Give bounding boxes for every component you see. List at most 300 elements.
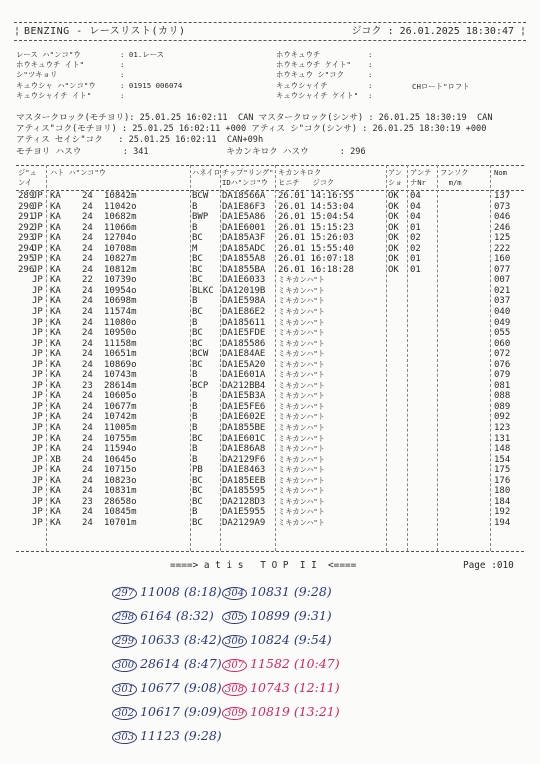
cell-color: BC [192,517,203,528]
cell-nom: 076 [494,359,511,370]
cell-rec: ミキカンハ"ト [278,423,325,433]
circled-number: 303 [112,731,137,744]
header-border-left: ¦ [14,26,21,37]
table-row [16,370,524,381]
cell-chip: DA1E5FE6 [222,401,266,412]
cell-reg: KA [50,338,61,349]
cell-rec: ミキカンハ"ト [278,275,325,285]
cell-yr: 24 [82,191,93,201]
cell-reg: KA [50,307,61,318]
cell-reg: KA [50,212,61,223]
cell-rec: ミキカンハ"ト [278,349,325,359]
cell-cc: JP [32,433,43,444]
cell-nom: 088 [494,391,511,402]
cell-yr: 24 [82,296,93,307]
cell-ant: 02 [410,243,421,254]
clock-block [16,113,493,158]
cell-nom: 072 [494,349,511,360]
clock-line: アティス"コク(モチヨリ) : 25.01.25 16:02:11 +000 アティス シ"コク(シンサ) : 26.01.25 18:30:19 +000 [16,124,487,135]
cell-yr: 24 [82,243,93,254]
cell-chip: DA1E598A [222,296,266,307]
col-divider [407,165,408,551]
header-bird: ハト ハ"ンコ"ウ [50,168,106,177]
circled-number: 305 [222,611,247,624]
cell-color: B [192,222,198,233]
cell-chip: DA185ADC [222,243,266,254]
cell-nom: 037 [494,296,511,307]
cell-yr: 24 [82,254,93,265]
page-title: BENZING - レースリスト(カリ) [24,26,186,37]
cell-num: 11594o [104,444,137,455]
cell-nom: 194 [494,517,511,528]
handwritten-text: 10617 (9:09) [140,704,222,719]
cell-color: BCW [192,191,209,201]
cell-reg: KA [50,296,61,307]
cell-color: BC [192,328,203,339]
cell-reg: KA [50,285,61,296]
cell-st: OK [388,212,399,223]
cell-yr: 24 [82,285,93,296]
cell-cc: JP [32,254,43,265]
table-row [16,486,524,497]
header-color: ハネイロ [192,168,221,177]
cell-num: 11005m [104,423,137,434]
meta-right-label: ホウキュウチ ケイト" [276,60,351,70]
cell-nom: 040 [494,307,511,318]
cell-yr: 24 [82,212,93,223]
circled-number: 309 [222,707,247,720]
cell-color: BC [192,233,203,244]
cell-cc: JP [32,465,43,476]
cell-yr: 24 [82,454,93,465]
table-row [16,318,524,329]
handwritten-text: 11008 (8:18) [140,584,222,599]
cell-cc: JP [32,454,43,465]
cell-chip: DA1E86A8 [222,444,266,455]
cell-chip: DA1E6033 [222,275,266,286]
cell-nom: 021 [494,285,511,296]
cell-num: 10605o [104,391,137,402]
meta-left-values [120,50,182,101]
cell-chip: DA185595 [222,486,266,497]
handwritten-entry [222,632,332,648]
cell-yr: 24 [82,201,93,212]
handwritten-entry [112,680,222,696]
cell-yr: 22 [82,275,93,286]
cell-nom: 007 [494,275,511,286]
cell-chip: DA18566A [222,191,266,201]
cell-ant: 04 [410,212,421,223]
cell-rec: 26.01 14:53:04 [278,201,354,212]
table-row [16,381,524,392]
table-row [16,507,524,518]
table-body [16,191,524,529]
meta-left-labels [16,50,96,101]
handwritten-text: 11123 (9:28) [140,728,222,743]
cell-reg: KA [50,264,61,275]
handwritten-text: 11582 (10:47) [250,656,340,671]
cell-color: BC [192,264,203,275]
footer-banner: ====> a t i s T O P I I <==== [170,560,357,571]
cell-reg: KA [50,201,61,212]
cell-chip: DA1E601C [222,433,266,444]
cell-nom: 192 [494,507,511,518]
cell-rec: ミキカンハ"ト [278,465,325,475]
cell-color: BC [192,338,203,349]
meta-left-label: キュウシャイチ イト" [16,90,92,100]
col-divider [275,165,276,551]
col-divider [46,165,47,551]
cell-rec: ミキカンハ"ト [278,507,325,517]
cell-rec: ミキカンハ"ト [278,317,325,327]
meta-right-value: : [368,50,373,59]
table-row [16,191,524,202]
cell-reg: KA [50,507,61,518]
cell-num: 10645o [104,454,137,465]
cell-color: BC [192,275,203,286]
cell-num: 10823o [104,475,137,486]
cell-cc: JP [32,233,43,244]
cell-color: BC [192,307,203,318]
cell-chip: DA185611 [222,317,266,328]
cell-rec: ミキカンハ"ト [278,285,325,295]
meta-right-label: キュウシャイチ ケイト" [276,90,359,100]
cell-cc: JP [32,243,43,254]
cell-cc: JP [32,486,43,497]
cell-chip: DA2129F6 [222,454,266,465]
cell-nom: 137 [494,191,511,201]
handwritten-entry [222,704,340,720]
cell-num: 12704o [104,233,137,244]
cell-nom: 246 [494,222,511,233]
cell-nom: 089 [494,401,511,412]
handwritten-entry [222,584,332,600]
cell-cc: JP [32,412,43,423]
header-border-right: ¦ [519,26,526,37]
cell-num: 11158m [104,338,137,349]
cell-num: 10812m [104,264,137,275]
handwritten-entry [112,632,222,648]
cell-cc: JP [32,380,43,391]
meta-right-values [368,50,372,101]
cell-rank: 291 [18,212,35,223]
cell-num: 11042o [104,201,137,212]
cell-nom: 160 [494,254,511,265]
col-divider [190,165,191,551]
handwritten-text: 10899 (9:31) [250,608,332,623]
cell-reg: KA [50,233,61,244]
table-row [16,402,524,413]
cell-rec: ミキカンハ"ト [278,296,325,306]
cell-st: OK [388,264,399,275]
cell-color: B [192,507,198,518]
cell-color: B [192,444,198,455]
cell-color: B [192,201,198,212]
cell-rec: 26.01 16:07:18 [278,254,354,265]
table-row [16,444,524,455]
handwritten-text: 10743 (12:11) [250,680,340,695]
cell-rank: 292 [18,222,35,233]
meta-right-label: キュウシャイチ [276,80,328,90]
circled-number: 308 [222,683,247,696]
cell-rec: ミキカンハ"ト [278,475,325,485]
cell-reg: KA [50,317,61,328]
cell-nom: 180 [494,486,511,497]
handwritten-text: 10819 (13:21) [250,704,340,719]
cell-ant: 01 [410,264,421,275]
cell-reg: KA [50,380,61,391]
cell-yr: 24 [82,507,93,518]
meta-right-value: : [368,90,373,100]
cell-st: OK [388,243,399,254]
cell-color: BC [192,359,203,370]
clock-line: モチヨリ ハスウ : 341 キカンキロク ハスウ : 296 [16,146,366,157]
header-box [14,22,526,41]
cell-nom: 060 [494,338,511,349]
cell-yr: 24 [82,517,93,528]
cell-cc: JP [32,338,43,349]
results-table [16,165,524,529]
meta-left-value: : 01915 006074 [120,80,183,90]
cell-yr: 24 [82,264,93,275]
cell-chip: DA1E86E2 [222,307,266,318]
cell-rec: ミキカンハ"ト [278,496,325,506]
meta-right-value: : [368,60,373,70]
col-divider [386,165,387,551]
cell-nom: 055 [494,328,511,339]
cell-num: 10950o [104,328,137,339]
cell-cc: JP [32,359,43,370]
cell-nom: 049 [494,317,511,328]
cell-cc: JP [32,275,43,286]
cell-rec: 26.01 15:04:54 [278,212,354,223]
cell-rec: ミキカンハ"ト [278,433,325,443]
cell-num: 10651m [104,349,137,360]
header-antnr: アンテ ナNr [410,168,432,187]
cell-yr: 24 [82,412,93,423]
cell-color: BCW [192,349,209,360]
meta-left-value: : [120,70,125,80]
cell-num: 28614m [104,380,137,391]
table-row [16,254,524,265]
cell-rank: 293 [18,233,35,244]
cell-reg: KA [50,359,61,370]
cell-nom: 131 [494,433,511,444]
cell-chip: DA1E5FDE [222,328,266,339]
meta-left-label: キュウシャ ハ"ンコ"ウ [16,80,96,90]
cell-cc: JP [32,222,43,233]
table-row [16,244,524,255]
cell-reg: KA [50,412,61,423]
cell-nom: 222 [494,243,511,254]
handwritten-entry [222,608,332,624]
circled-number: 298 [112,611,137,624]
cell-color: BWP [192,212,209,223]
cell-reg: KA [50,444,61,455]
cell-reg: KA [50,191,61,201]
cell-chip: DA12019B [222,285,266,296]
cell-color: B [192,454,198,465]
cell-rec: 26.01 16:18:28 [278,264,354,275]
cell-cc: JP [32,285,43,296]
cell-reg: KA [50,243,61,254]
cell-yr: 24 [82,475,93,486]
circled-number: 301 [112,683,137,696]
table-row [16,349,524,360]
cell-color: BC [192,496,203,507]
cell-nom: 081 [494,380,511,391]
cell-color: B [192,391,198,402]
cell-num: 10708m [104,243,137,254]
cell-yr: 24 [82,359,93,370]
cell-yr: 23 [82,496,93,507]
cell-rec: 26.01 15:55:40 [278,243,354,254]
cell-color: B [192,296,198,307]
cell-reg: KA [50,517,61,528]
meta-left-label: レース ハ"ンコ"ウ [16,50,81,59]
meta-left-label: シ"ツキョリ [16,70,58,80]
cell-chip: DA185EEB [222,475,266,486]
meta-right-value: : [368,80,373,90]
cell-ant: 01 [410,222,421,233]
cell-cc: JP [32,475,43,486]
cell-num: 28658o [104,496,137,507]
time-value: 26.01.2025 18:30:47 [399,26,514,37]
cell-rec: ミキカンハ"ト [278,328,325,338]
table-row [16,328,524,339]
clock-line: マスタークロック(モチヨリ): 25.01.25 16:02:11 CAN マスタークロック(シンサ) : 26.01.25 18:30:19 CAN [16,113,493,123]
meta-right-label: ホウキュウチ [276,50,321,59]
cell-color: B [192,317,198,328]
table-row [16,339,524,350]
cell-chip: DA1E86F3 [222,201,266,212]
cell-num: 10831m [104,486,137,497]
cell-yr: 24 [82,317,93,328]
cell-rec: ミキカンハ"ト [278,391,325,401]
table-row [16,265,524,276]
handwritten-text: 10831 (9:28) [250,584,332,599]
cell-reg: KA [50,222,61,233]
cell-rec: 26.01 14:16:55 [278,191,354,201]
cell-yr: 24 [82,401,93,412]
cell-reg: KA [50,401,61,412]
header-record: キカンキロク ヒニチ ジコク [278,168,335,187]
cell-cc: JP [32,517,43,528]
cell-ant: 04 [410,191,421,201]
cell-yr: 24 [82,486,93,497]
cell-yr: 24 [82,444,93,455]
cell-rec: ミキカンハ"ト [278,454,325,464]
meta-left-value: : 01.レース [120,50,165,59]
col-divider [437,165,438,551]
cell-chip: DA1E8463 [222,465,266,476]
cell-cc: JP [32,349,43,360]
cell-nom: 175 [494,465,511,476]
cell-st: OK [388,233,399,244]
cell-rank: 290 [18,201,35,212]
cell-num: 10742m [104,412,137,423]
meta-right-labels [276,50,358,101]
table-row [16,423,524,434]
cell-rank: 295 [18,254,35,265]
cell-chip: DA2128D3 [222,496,266,507]
cell-cc: JP [32,444,43,455]
cell-rec: ミキカンハ"ト [278,338,325,348]
cell-cc: JP [32,264,43,275]
cell-cc: JP [32,296,43,307]
cell-nom: 079 [494,370,511,381]
meta-left-value: : [120,90,125,100]
cell-nom: 077 [494,264,511,275]
cell-yr: 24 [82,391,93,402]
cell-nom: 073 [494,201,511,212]
circled-number: 297 [112,587,137,600]
header-rank: ジ"ュ ンイ [18,168,37,187]
cell-reg: XB [50,454,61,465]
cell-cc: JP [32,201,43,212]
meta-left-label: ホウキュウチ イト" [16,60,85,70]
table-row [16,391,524,402]
cell-reg: KA [50,328,61,339]
cell-nom: 092 [494,412,511,423]
cell-chip: DA1855BA [222,264,266,275]
cell-reg: KA [50,433,61,444]
circled-number: 302 [112,707,137,720]
cell-cc: JP [32,307,43,318]
cell-nom: 154 [494,454,511,465]
cell-color: BC [192,475,203,486]
handwritten-entry [112,608,214,624]
ch-label: CHロート"ロフト [412,82,470,91]
cell-rank: 289 [18,191,35,201]
header-speed: フンソク m/m [440,168,469,187]
cell-chip: DA185A3F [222,233,266,244]
cell-num: 10698m [104,296,137,307]
cell-color: BC [192,433,203,444]
cell-cc: JP [32,391,43,402]
cell-yr: 24 [82,349,93,360]
cell-rec: 26.01 15:15:23 [278,222,354,233]
cell-chip: DA1855BE [222,423,266,434]
cell-cc: JP [32,401,43,412]
cell-num: 11080o [104,317,137,328]
cell-nom: 125 [494,233,511,244]
cell-rec: ミキカンハ"ト [278,359,325,369]
cell-yr: 24 [82,328,93,339]
circled-number: 300 [112,659,137,672]
table-header [16,165,524,191]
header-antenna: アン ショ [388,168,403,187]
cell-color: B [192,412,198,423]
cell-cc: JP [32,317,43,328]
cell-cc: JP [32,328,43,339]
cell-rec: ミキカンハ"ト [278,412,325,422]
cell-num: 10739o [104,275,137,286]
col-divider [490,165,491,551]
table-row [16,518,524,529]
cell-num: 11066m [104,222,137,233]
cell-chip: DA1E84AE [222,349,266,360]
cell-yr: 24 [82,433,93,444]
cell-chip: DA185586 [222,338,266,349]
table-row [16,233,524,244]
cell-cc: JP [32,507,43,518]
cell-rec: ミキカンハ"ト [278,307,325,317]
cell-reg: KA [50,391,61,402]
cell-num: 10677m [104,401,137,412]
cell-chip: DA1E601A [222,370,266,381]
clock-line: アティス セイシ"コク : 25.01.25 16:02:11 CAN+09h [16,135,264,146]
